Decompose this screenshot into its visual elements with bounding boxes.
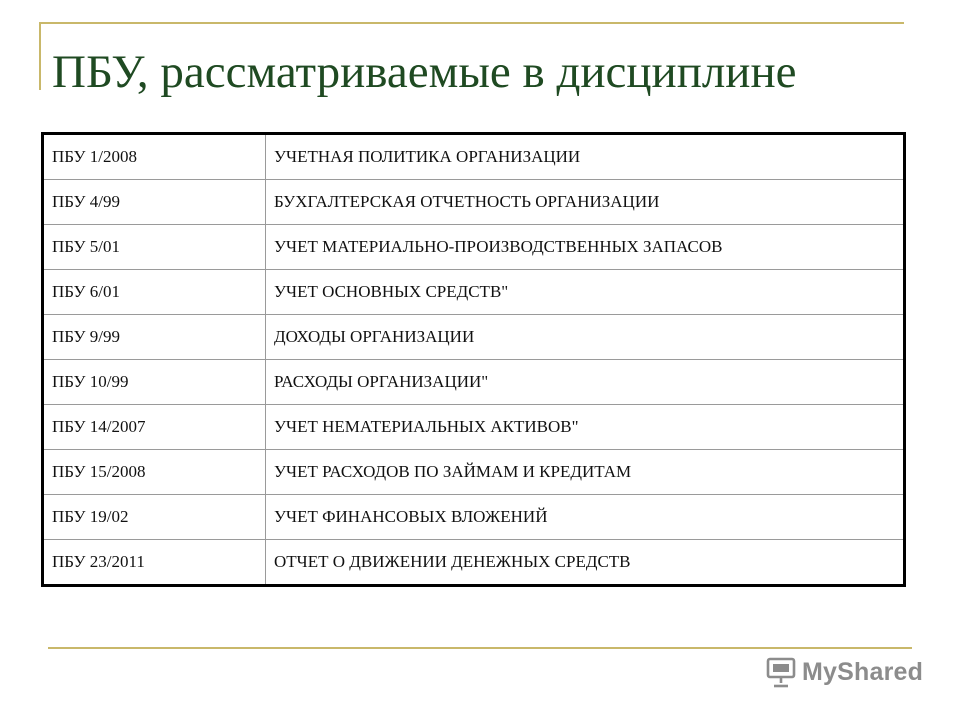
table-row [43,315,905,360]
pbu-code: ПБУ 15/2008 [43,450,266,495]
table-row [43,405,905,450]
top-rule [40,22,904,24]
left-rule [39,22,41,90]
pbu-name: ДОХОДЫ ОРГАНИЗАЦИИ [266,315,905,360]
slide-title: ПБУ, рассматриваемые в дисциплине [52,46,797,98]
pbu-name: ОТЧЕТ О ДВИЖЕНИИ ДЕНЕЖНЫХ СРЕДСТВ [266,540,905,586]
pbu-code: ПБУ 19/02 [43,495,266,540]
table-row [43,450,905,495]
pbu-code: ПБУ 6/01 [43,270,266,315]
bottom-rule [48,647,912,649]
table-row [43,360,905,405]
pbu-name: УЧЕТНАЯ ПОЛИТИКА ОРГАНИЗАЦИИ [266,134,905,180]
pbu-code: ПБУ 9/99 [43,315,266,360]
myshared-logo[interactable] [766,656,923,688]
pbu-code: ПБУ 1/2008 [43,134,266,180]
table-row [43,495,905,540]
presentation-board-icon [766,656,796,688]
pbu-name: УЧЕТ МАТЕРИАЛЬНО-ПРОИЗВОДСТВЕННЫХ ЗАПАСОВ [266,225,905,270]
table-row [43,134,905,180]
pbu-code: ПБУ 5/01 [43,225,266,270]
table-row [43,225,905,270]
pbu-name: УЧЕТ НЕМАТЕРИАЛЬНЫХ АКТИВОВ" [266,405,905,450]
pbu-code: ПБУ 14/2007 [43,405,266,450]
pbu-code: ПБУ 23/2011 [43,540,266,586]
pbu-code: ПБУ 10/99 [43,360,266,405]
table-row [43,270,905,315]
logo-text: MyShared [802,657,924,686]
pbu-name: РАСХОДЫ ОРГАНИЗАЦИИ" [266,360,905,405]
pbu-name: УЧЕТ РАСХОДОВ ПО ЗАЙМАМ И КРЕДИТАМ [266,450,905,495]
table-row [43,540,905,586]
pbu-name: БУХГАЛТЕРСКАЯ ОТЧЕТНОСТЬ ОРГАНИЗАЦИИ [266,180,905,225]
pbu-table [41,132,906,587]
pbu-name: УЧЕТ ФИНАНСОВЫХ ВЛОЖЕНИЙ [266,495,905,540]
table-row [43,180,905,225]
pbu-name: УЧЕТ ОСНОВНЫХ СРЕДСТВ" [266,270,905,315]
pbu-code: ПБУ 4/99 [43,180,266,225]
